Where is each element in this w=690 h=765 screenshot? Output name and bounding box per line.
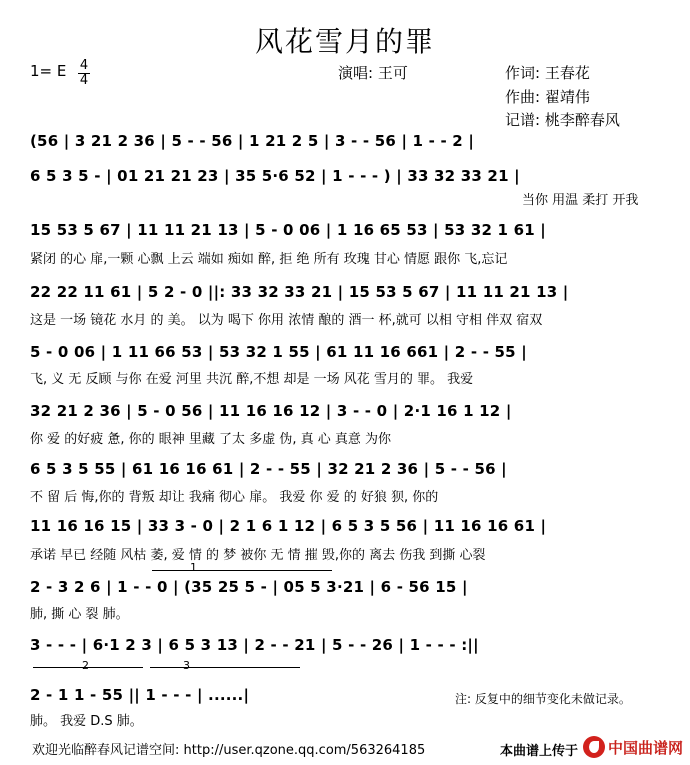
notation-text: 22 22 11 61 | 5 2 - 0 ||: 33 32 33 21 | 15 53 5 67 | 11 11 21 13 | xyxy=(30,283,569,301)
notation-line-10 xyxy=(30,636,660,658)
lyrics-line-2: 当你 用温 柔打 开我 xyxy=(522,193,639,208)
notation-text: 3 - - - | 6·1 2 3 | 6 5 3 13 | 2 - - 21 | 5 - - 26 | 1 - - - :|| xyxy=(30,636,479,654)
notation-text: 6 5 3 5 55 | 61 16 16 61 | 2 - - 55 | 32 21 2 36 | 5 - - 56 | xyxy=(30,460,507,478)
logo-icon xyxy=(583,736,605,758)
volta-number: 1 xyxy=(190,561,197,574)
volta-number: 3 xyxy=(183,659,190,672)
singer-credit: 演唱: 王可 xyxy=(338,64,408,82)
transcriber-website: 欢迎光临醉春风记谱空间: http://user.qzone.qq.com/563264185 xyxy=(32,743,426,758)
site-logo-text: 中国曲谱网 xyxy=(608,738,684,757)
lyrics-line-4: 这是 一场 镜花 水月 的 美。 以为 喝下 你用 浓情 酿的 酒一 杯,就可 以相 守相 伴双 宿双 xyxy=(30,313,543,328)
notation-text: (56 | 3 21 2 36 | 5 - - 56 | 1 21 2 5 | 3 - - 56 | 1 - - 2 | xyxy=(30,132,475,150)
notation-line-1 xyxy=(30,132,660,154)
notation-line-3 xyxy=(30,221,660,243)
lyrics-line-11: 肺。 我爱 D.S 肺。 xyxy=(30,714,143,729)
time-signature xyxy=(78,60,90,87)
transcriber-credit: 记谱: 桃李醉春风 xyxy=(505,111,620,129)
notation-line-5 xyxy=(30,343,660,365)
notation-text: 15 53 5 67 | 11 11 21 13 | 5 - 0 06 | 1 16 65 53 | 53 32 1 61 | xyxy=(30,221,546,239)
lyrics-line-3: 紧闭 的心 扉,一颗 心飘 上云 端如 痴如 醉, 拒 绝 所有 玫瑰 甘心 情愿 跟你 飞,忘记 xyxy=(30,252,508,267)
notation-line-7 xyxy=(30,460,660,482)
lyrics-line-8: 承诺 早已 经随 风枯 萎, 爱 情 的 梦 被你 无 情 摧 毁,你的 离去 伤我 到撕 心裂 xyxy=(30,548,486,563)
notation-text: 5 - 0 06 | 1 11 66 53 | 53 32 1 55 | 61 11 16 661 | 2 - - 55 | xyxy=(30,343,527,361)
notation-text: 6 5 3 5 - | 01 21 21 23 | 35 5·6 52 | 1 - - - ) | 33 32 33 21 | xyxy=(30,167,520,185)
notation-line-8 xyxy=(30,517,660,539)
notation-line-6 xyxy=(30,402,660,424)
time-signature-bottom: 4 xyxy=(79,73,89,88)
footnote: 注: 反复中的细节变化未做记录。 xyxy=(455,692,631,706)
site-logo[interactable] xyxy=(583,735,688,759)
score-title: 风花雪月的罪 xyxy=(254,25,435,58)
volta-bracket xyxy=(150,667,300,668)
time-signature-top: 4 xyxy=(79,58,89,73)
notation-text: 32 21 2 36 | 5 - 0 56 | 11 16 16 12 | 3 - - 0 | 2·1 16 1 12 | xyxy=(30,402,512,420)
lyrics-line-9: 肺, 撕 心 裂 肺。 xyxy=(30,607,129,622)
lyrics-line-5: 飞, 义 无 反顾 与你 在爱 河里 共沉 醉,不想 却是 一场 风花 雪月的 罪。 我爱 xyxy=(30,372,474,387)
lyrics-line-6: 你 爱 的好疲 惫, 你的 眼神 里藏 了太 多虚 伪, 真 心 真意 为你 xyxy=(30,432,391,447)
lyrics-line-7: 不 留 后 悔,你的 背叛 却让 我痛 彻心 扉。 我爱 你 爱 的 好狼 狈, 你的 xyxy=(30,490,439,505)
volta-number: 2 xyxy=(82,659,89,672)
notation-text: 2 - 1 1 - 55 || 1 - - - | ......| xyxy=(30,686,250,704)
notation-line-9 xyxy=(30,578,660,600)
notation-line-2 xyxy=(30,167,660,189)
notation-text: 2 - 3 2 6 | 1 - - 0 | (35 25 5 - | 05 5 3·21 | 6 - 56 15 | xyxy=(30,578,468,596)
notation-text: 11 16 16 15 | 33 3 - 0 | 2 1 6 1 12 | 6 5 3 5 56 | 11 16 16 61 | xyxy=(30,517,547,535)
volta-bracket xyxy=(152,570,332,571)
lyricist-credit: 作词: 王春花 xyxy=(505,64,590,82)
key-signature: 1= E xyxy=(30,62,67,80)
upload-note: 本曲谱上传于 xyxy=(500,744,579,759)
composer-credit: 作曲: 翟靖伟 xyxy=(505,88,590,106)
notation-line-4 xyxy=(30,283,660,305)
